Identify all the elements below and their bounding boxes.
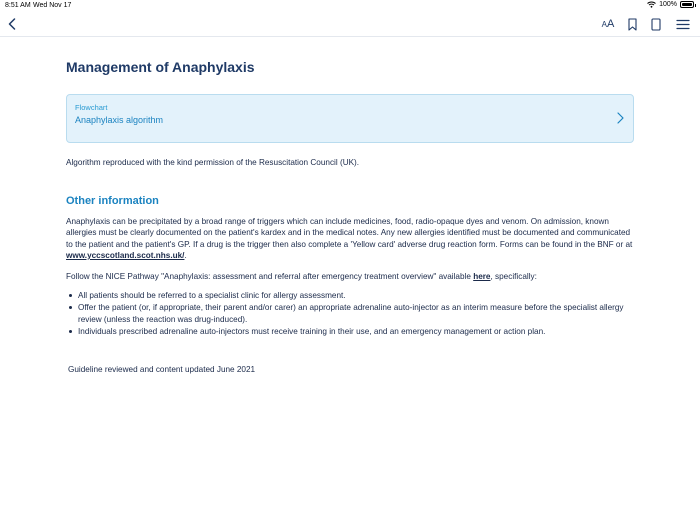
flowchart-kind-label: Flowchart	[75, 103, 108, 112]
triggers-paragraph	[66, 216, 634, 262]
menu-button[interactable]	[674, 15, 692, 33]
font-size-button[interactable]	[599, 15, 617, 33]
nice-paragraph	[66, 271, 634, 283]
flowchart-title: Anaphylaxis algorithm	[75, 115, 164, 125]
page-icon	[651, 18, 661, 31]
bookmark-icon	[628, 18, 637, 31]
page-title: Management of Anaphylaxis	[66, 59, 255, 75]
other-information-heading: Other information	[66, 194, 159, 207]
nice-end: , specifically:	[490, 271, 537, 281]
list-item: All patients should be referred to a specialist clinic for allergy assessment.	[78, 290, 634, 302]
status-date: Wed Nov 17	[33, 2, 72, 9]
wifi-icon	[647, 1, 656, 8]
nice-text: Follow the NICE Pathway "Anaphylaxis: assessment and referral after emergency treatment overview" available	[66, 271, 474, 281]
yccscotland-link[interactable]: www.yccscotland.scot.nhs.uk/	[66, 251, 185, 260]
nav-bar	[0, 12, 700, 37]
chevron-left-icon	[8, 18, 16, 30]
status-bar	[0, 0, 700, 12]
font-size-icon-large: A	[607, 18, 615, 30]
status-time: 8:51 AM	[5, 2, 31, 9]
bookmark-button[interactable]	[624, 15, 640, 33]
chevron-right-icon	[615, 111, 625, 125]
page-button[interactable]	[648, 15, 664, 33]
article-content	[66, 37, 634, 374]
triggers-text: Anaphylaxis can be precipitated by a broad range of triggers which can include medicines, food, radio-opaque dyes and venom. On admission, known allergies must be clearly documented on the patient's kardex and in the medical notes. Any new allergies identified must be documented and communicated to the patient and the patient's GP. If a drug is the trigger then also complete a 'Yellow card' adverse drug reaction form. Forms can be found in the BNF or at	[66, 216, 633, 249]
battery-percent: 100%	[659, 1, 677, 8]
list-item: Offer the patient (or, if appropriate, their parent and/or carer) an appropriate adrenaline auto-injector as an interim measure before the specialist allergy review (unless the reaction was drug-induced).	[78, 302, 634, 325]
review-date-text: Guideline reviewed and content updated June 2021	[68, 365, 256, 374]
back-button[interactable]	[4, 15, 20, 33]
list-item: Individuals prescribed adrenaline auto-injectors must receive training in their use, and an emergency management or action plan.	[78, 326, 634, 338]
flowchart-card[interactable]	[66, 94, 634, 143]
permission-text: Algorithm reproduced with the kind permission of the Resuscitation Council (UK).	[66, 158, 360, 167]
recommendations-list	[66, 290, 634, 337]
font-size-icon-small: A	[601, 19, 607, 29]
status-right	[647, 1, 694, 8]
here-link[interactable]: here	[473, 271, 491, 281]
battery-icon	[680, 1, 694, 8]
triggers-end: .	[184, 251, 187, 260]
hamburger-menu-icon	[676, 19, 690, 30]
